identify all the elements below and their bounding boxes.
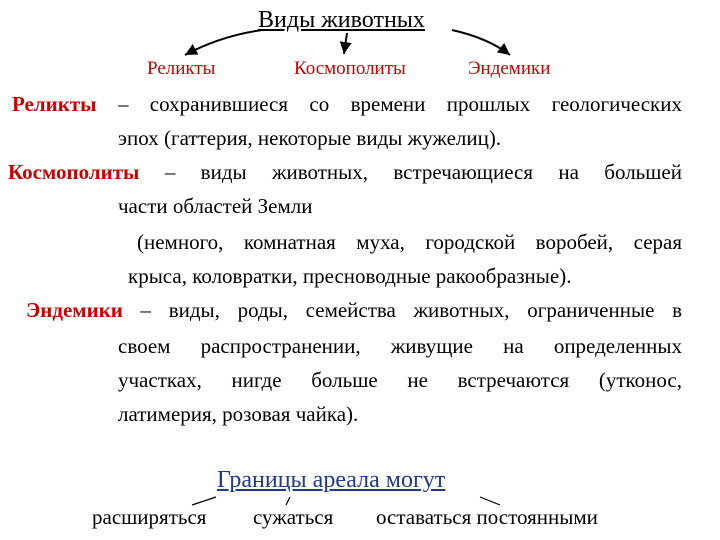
connector-middle [286, 497, 290, 505]
endemics-term: Эндемики [26, 298, 123, 322]
relicts-definition-line-2: эпох (гаттерия, некоторые виды жужелиц). [118, 126, 502, 150]
endemics-definition-line-2: своем распространении, живущие на определенных [118, 334, 682, 358]
cosmopolitans-term: Космополиты [8, 160, 140, 184]
endemics-definition-line-3: участках, нигде больше не встречаются (утконос, [118, 368, 682, 392]
category-relicts: Реликты [147, 58, 216, 79]
cosmopolitans-definition-line-4: крыса, коловратки, пресноводные ракообразные). [128, 264, 572, 288]
page-title: Виды животных [258, 7, 425, 33]
arrow-right [452, 30, 510, 55]
category-cosmopolitans: Космополиты [294, 58, 406, 79]
arrow-middle [344, 33, 347, 54]
cosmopolitans-definition-line-2: части областей Земли [118, 194, 313, 218]
connector-left [192, 497, 216, 505]
cosmopolitans-definition-line-3: (немного, комнатная муха, городской воробей, серая [137, 230, 682, 254]
range-item-shrink: сужаться [253, 505, 334, 529]
range-boundaries-title: Границы ареала могут [217, 467, 446, 493]
cosmopolitans-definition-line-1: Космополиты – виды животных, встречающиеся на большей [8, 160, 682, 184]
arrow-left [185, 30, 262, 55]
endemics-definition-line-1: Эндемики – виды, роды, семейства животных, ограниченные в [26, 298, 682, 322]
relicts-term: Реликты [12, 92, 97, 116]
range-item-expand: расширяться [92, 505, 207, 529]
category-endemics: Эндемики [468, 58, 551, 79]
endemics-definition-line-4: латимерия, розовая чайка). [118, 402, 359, 426]
range-item-constant: оставаться постоянными [376, 505, 598, 529]
connector-right [480, 497, 500, 505]
relicts-definition-line-1: Реликты – сохранившиеся со времени прошлых геологических [12, 92, 682, 116]
